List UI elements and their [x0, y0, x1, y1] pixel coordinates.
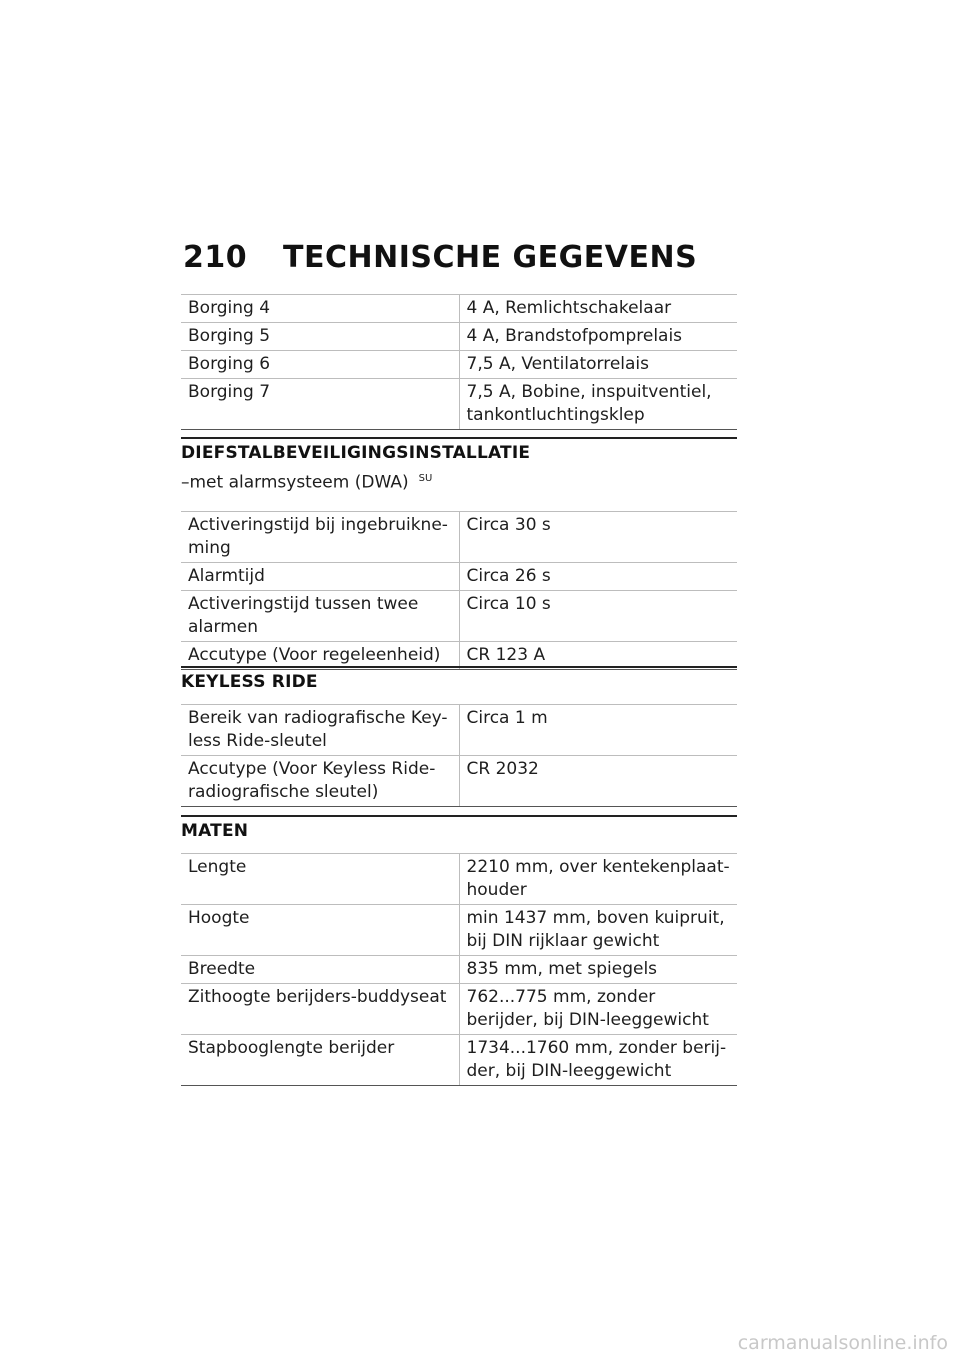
table-row	[181, 562, 737, 590]
row-label: Accutype (Voor regeleenheid)	[181, 641, 459, 669]
row-label: Stapbooglengte berijder	[181, 1035, 459, 1086]
table-row	[181, 705, 737, 756]
subtitle-text: –met alarmsysteem (DWA)	[181, 472, 409, 493]
row-value: 762...775 mm, zonder berijder, bij DIN-leeggewicht	[459, 984, 737, 1035]
table-row	[181, 854, 737, 905]
section-title: MATEN	[181, 815, 737, 845]
row-value: 835 mm, met spiegels	[459, 956, 737, 984]
table-row	[181, 323, 737, 351]
row-value: 4 A, Brandstofpomprelais	[459, 323, 737, 351]
table-row	[181, 641, 737, 669]
row-value: Circa 26 s	[459, 562, 737, 590]
dimensions-section	[181, 815, 737, 1086]
row-label: Lengte	[181, 854, 459, 905]
page-number: 210	[183, 240, 248, 275]
table-row	[181, 511, 737, 562]
row-label: Hoogte	[181, 905, 459, 956]
table-row	[181, 1035, 737, 1086]
row-value: Circa 1 m	[459, 705, 737, 756]
fuses-section	[181, 294, 737, 430]
row-label: Borging 6	[181, 351, 459, 379]
row-label: Borging 4	[181, 295, 459, 323]
table-row	[181, 295, 737, 323]
row-value: min 1437 mm, boven kuipruit, bij DIN rijklaar gewicht	[459, 905, 737, 956]
row-value: 7,5 A, Ventilatorrelais	[459, 351, 737, 379]
row-value: 1734...1760 mm, zonder berij-der, bij DIN-leeggewicht	[459, 1035, 737, 1086]
anti-theft-section	[181, 437, 737, 670]
row-label: Alarmtijd	[181, 562, 459, 590]
row-label: Bereik van radiografische Key-less Ride-sleutel	[181, 705, 459, 756]
row-label: Activeringstijd tussen twee alarmen	[181, 590, 459, 641]
row-value: Circa 10 s	[459, 590, 737, 641]
row-value: 4 A, Remlichtschakelaar	[459, 295, 737, 323]
row-value: 7,5 A, Bobine, inspuitventiel, tankontluchtingsklep	[459, 379, 737, 430]
keyless-ride-section	[181, 666, 737, 807]
page-title: TECHNISCHE GEGEVENS	[283, 240, 698, 275]
keyless-ride-table	[181, 704, 737, 807]
row-label: Accutype (Voor Keyless Ride-radiografische sleutel)	[181, 756, 459, 807]
subtitle-mark: SU	[418, 473, 433, 484]
table-row	[181, 756, 737, 807]
section-title: KEYLESS RIDE	[181, 666, 737, 696]
table-row	[181, 984, 737, 1035]
row-value: CR 123 A	[459, 641, 737, 669]
row-label: Borging 7	[181, 379, 459, 430]
anti-theft-table	[181, 511, 737, 670]
row-label: Zithoogte berijders-buddyseat	[181, 984, 459, 1035]
fuses-table	[181, 294, 737, 430]
table-row	[181, 905, 737, 956]
table-row	[181, 351, 737, 379]
section-subtitle	[181, 467, 737, 495]
row-label: Breedte	[181, 956, 459, 984]
row-value: 2210 mm, over kentekenplaat-houder	[459, 854, 737, 905]
section-title: DIEFSTALBEVEILIGINGSINSTALLATIE	[181, 437, 737, 467]
table-row	[181, 956, 737, 984]
dimensions-table	[181, 853, 737, 1086]
table-row	[181, 379, 737, 430]
row-label: Activeringstijd bij ingebruikne-ming	[181, 511, 459, 562]
row-label: Borging 5	[181, 323, 459, 351]
watermark-link[interactable]: carmanualsonline.info	[737, 1332, 948, 1354]
row-value: Circa 30 s	[459, 511, 737, 562]
table-row	[181, 590, 737, 641]
row-value: CR 2032	[459, 756, 737, 807]
page-header	[183, 240, 697, 275]
